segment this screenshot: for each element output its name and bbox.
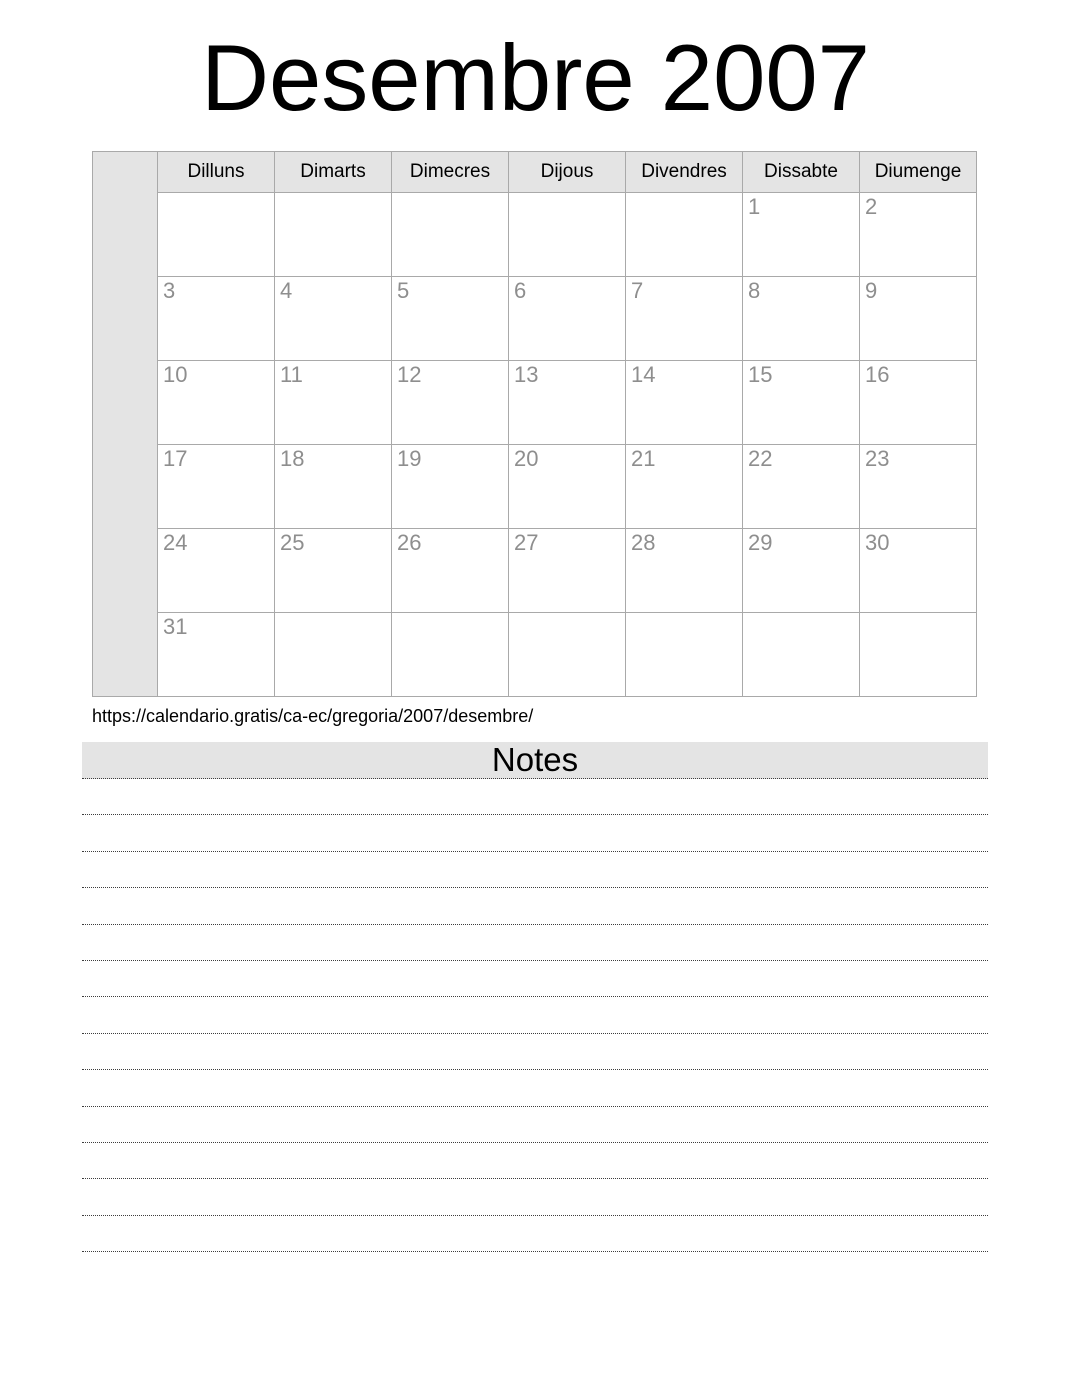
day-cell: 20 [509, 445, 626, 529]
day-cell: 5 [392, 277, 509, 361]
day-cell: 1 [743, 193, 860, 277]
day-cell [626, 193, 743, 277]
weekday-header-wednesday: Dimecres [392, 152, 509, 193]
day-cell [626, 613, 743, 697]
source-url: https://calendario.gratis/ca-ec/gregoria/2007/desembre/ [92, 706, 534, 727]
week-gutter-column [93, 152, 158, 697]
day-cell: 27 [509, 529, 626, 613]
weekday-header-sunday: Diumenge [860, 152, 977, 193]
day-cell [509, 613, 626, 697]
day-cell: 10 [158, 361, 275, 445]
day-cell: 21 [626, 445, 743, 529]
notes-title: Notes [82, 742, 988, 779]
notes-ruled-line [82, 888, 988, 924]
notes-ruled-line [82, 1179, 988, 1215]
day-cell [509, 193, 626, 277]
day-cell: 31 [158, 613, 275, 697]
day-cell: 30 [860, 529, 977, 613]
calendar-week-row [93, 613, 977, 697]
page-title: Desembre 2007 [201, 25, 870, 130]
calendar-table [92, 151, 977, 697]
day-cell: 14 [626, 361, 743, 445]
day-cell: 24 [158, 529, 275, 613]
day-cell: 11 [275, 361, 392, 445]
notes-ruled-line [82, 1034, 988, 1070]
day-cell: 9 [860, 277, 977, 361]
calendar-week-row [93, 361, 977, 445]
day-cell: 28 [626, 529, 743, 613]
notes-ruled-line [82, 1070, 988, 1106]
day-cell: 26 [392, 529, 509, 613]
weekday-header-thursday: Dijous [509, 152, 626, 193]
weekday-header-tuesday: Dimarts [275, 152, 392, 193]
day-cell: 13 [509, 361, 626, 445]
notes-ruled-line [82, 779, 988, 815]
notes-ruled-line [82, 997, 988, 1033]
day-cell [158, 193, 275, 277]
calendar-week-row [93, 277, 977, 361]
day-cell: 29 [743, 529, 860, 613]
day-cell: 7 [626, 277, 743, 361]
day-cell: 16 [860, 361, 977, 445]
day-cell: 2 [860, 193, 977, 277]
weekday-header-friday: Divendres [626, 152, 743, 193]
notes-ruled-line [82, 1216, 988, 1252]
day-cell [275, 193, 392, 277]
weekday-header-saturday: Dissabte [743, 152, 860, 193]
calendar-week-row [93, 445, 977, 529]
day-cell: 8 [743, 277, 860, 361]
day-cell: 4 [275, 277, 392, 361]
calendar-week-row [93, 529, 977, 613]
day-cell [392, 193, 509, 277]
day-cell: 6 [509, 277, 626, 361]
weekday-header-monday: Dilluns [158, 152, 275, 193]
day-cell: 3 [158, 277, 275, 361]
notes-ruled-line [82, 1143, 988, 1179]
day-cell: 22 [743, 445, 860, 529]
notes-ruled-line [82, 815, 988, 851]
notes-ruled-line [82, 852, 988, 888]
day-cell [860, 613, 977, 697]
day-cell [392, 613, 509, 697]
day-cell [275, 613, 392, 697]
day-cell: 23 [860, 445, 977, 529]
day-cell [743, 613, 860, 697]
calendar-week-row [93, 193, 977, 277]
day-cell: 19 [392, 445, 509, 529]
day-cell: 25 [275, 529, 392, 613]
day-cell: 17 [158, 445, 275, 529]
notes-ruled-line [82, 925, 988, 961]
calendar-header-row [93, 152, 977, 193]
day-cell: 15 [743, 361, 860, 445]
notes-ruled-line [82, 961, 988, 997]
notes-section [82, 742, 988, 1252]
notes-ruled-line [82, 1107, 988, 1143]
day-cell: 12 [392, 361, 509, 445]
day-cell: 18 [275, 445, 392, 529]
